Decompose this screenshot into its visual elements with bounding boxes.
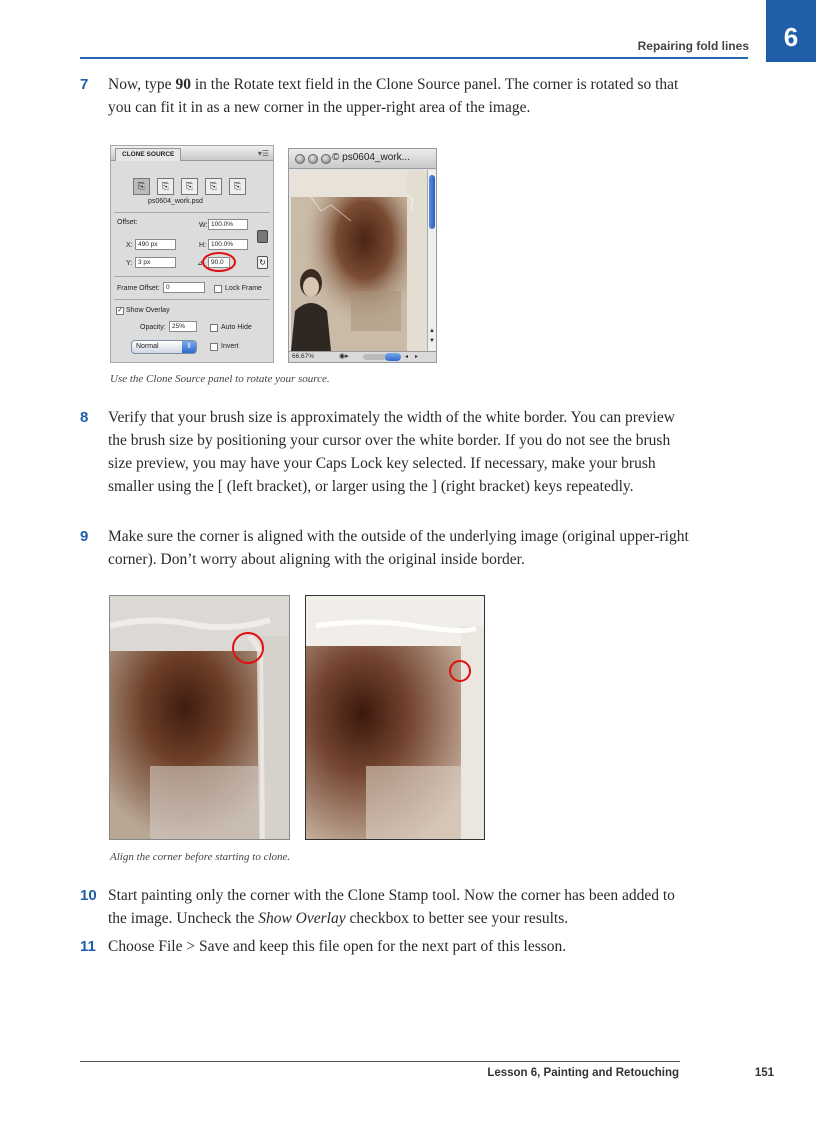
step-text: Verify that your brush size is approximately the width of the white border. You can preview the brush size by positioning your cursor over the white border. If you do not see the brush size preview, you may have your Caps Lock key selected. If necessary, make your brush smaller using the [ (left bracket), or larger using the ] (right bracket) keys repeatedly. <box>108 409 675 495</box>
opacity-label: Opacity: <box>140 324 166 331</box>
document-window <box>288 148 437 363</box>
step-text: in the Rotate text field in the Clone Source panel. The corner is rotated so that you can fit it in as a new corner in the upper-right area of the image. <box>108 76 679 116</box>
zoom-level[interactable]: 66.67% <box>292 353 315 360</box>
x-label: X: <box>126 242 133 249</box>
show-overlay-checkbox[interactable]: ✓ <box>117 307 123 314</box>
frame-offset-label: Frame Offset: <box>117 285 160 292</box>
step-7 <box>80 73 690 119</box>
page-number: 151 <box>754 1067 774 1079</box>
auto-hide-label: Auto Hide <box>221 324 252 331</box>
lock-frame-checkbox[interactable] <box>214 285 222 293</box>
link-icon[interactable] <box>257 230 268 243</box>
clone-source-1-icon[interactable]: ⎘ <box>133 178 150 195</box>
auto-hide-checkbox[interactable] <box>210 324 218 332</box>
clone-source-4-icon[interactable]: ⎘ <box>205 178 222 195</box>
old-photo-image <box>291 171 427 351</box>
step-bold-value: 90 <box>175 76 191 93</box>
chapter-tab: 6 <box>766 0 816 62</box>
figure-caption: Align the corner before starting to clone. <box>110 851 291 863</box>
scroll-right-icon[interactable]: ▸ <box>415 354 419 360</box>
chevron-updown-icon: ⇕ <box>182 341 196 353</box>
source-filename: ps0604_work.psd <box>148 198 203 205</box>
step-text: checkbox to better see your results. <box>345 910 569 927</box>
step-italic-term: Show Overlay <box>258 910 346 927</box>
w-label: W: <box>199 222 208 229</box>
step-10 <box>80 884 690 930</box>
clone-source-5-icon[interactable]: ⎘ <box>229 178 246 195</box>
blend-mode-value: Normal <box>136 343 159 350</box>
status-menu-icon[interactable]: ◉▸ <box>339 353 349 360</box>
invert-label: Invert <box>221 343 239 350</box>
horizontal-scroll-thumb[interactable] <box>385 353 401 361</box>
step-number: 9 <box>80 528 89 545</box>
step-8 <box>80 406 690 498</box>
step-number: 7 <box>80 76 89 93</box>
footer-rule <box>80 1061 680 1062</box>
y-offset-field[interactable]: 3 px <box>135 257 176 268</box>
step-text: Start painting only the corner with the Clone Stamp tool. Now the corner has been added to the image. Uncheck the <box>108 887 675 927</box>
highlight-circle <box>202 252 236 272</box>
running-header-title: Repairing fold lines <box>637 39 749 53</box>
window-titlebar[interactable] <box>289 149 436 169</box>
panel-menu-icon[interactable]: ▾☰ <box>257 149 269 158</box>
invert-checkbox[interactable] <box>210 343 218 351</box>
scroll-down-icon[interactable]: ▼ <box>429 338 435 344</box>
step-9 <box>80 525 690 571</box>
offset-label: Offset: <box>117 219 138 226</box>
status-bar <box>289 351 436 362</box>
reset-transform-icon[interactable]: ↻ <box>257 256 268 269</box>
rotate-icon: ⊿ <box>197 260 203 267</box>
step-11 <box>80 935 690 958</box>
close-window-icon[interactable] <box>295 154 305 164</box>
scroll-up-icon[interactable]: ▲ <box>429 328 435 334</box>
blend-mode-select[interactable] <box>131 340 197 354</box>
corner-photo-after <box>305 595 485 840</box>
step-number: 8 <box>80 409 89 426</box>
panel-tab-clone-source[interactable]: CLONE SOURCE <box>115 148 181 161</box>
minimize-window-icon[interactable] <box>308 154 318 164</box>
corner-photo-before <box>109 595 290 840</box>
show-overlay-label: Show Overlay <box>126 307 170 314</box>
step-text: Make sure the corner is aligned with the outside of the underlying image (original upper-right corner). Don’t worry about aligning with the original inside border. <box>108 528 689 568</box>
x-offset-field[interactable]: 490 px <box>135 239 176 250</box>
step-text: Choose File > Save and keep this file open for the next part of this lesson. <box>108 938 567 955</box>
clone-source-2-icon[interactable]: ⎘ <box>157 178 174 195</box>
step-number: 11 <box>80 938 96 955</box>
opacity-field[interactable]: 25% <box>169 321 197 332</box>
scroll-left-icon[interactable]: ◂ <box>405 354 409 360</box>
vertical-scrollbar[interactable] <box>427 170 436 352</box>
clone-source-3-icon[interactable]: ⎘ <box>181 178 198 195</box>
clone-source-panel <box>110 145 274 363</box>
window-title: © ps0604_work... <box>332 152 410 163</box>
step-number: 10 <box>80 887 97 904</box>
height-scale-field[interactable]: 100.0% <box>208 239 248 250</box>
header-rule <box>80 57 748 59</box>
h-label: H: <box>199 242 206 249</box>
footer-lesson-title: Lesson 6, Painting and Retouching <box>487 1067 679 1079</box>
lock-frame-label: Lock Frame <box>225 285 262 292</box>
width-scale-field[interactable]: 100.0% <box>208 219 248 230</box>
rotate-field[interactable]: 90.0 <box>208 257 230 268</box>
zoom-window-icon[interactable] <box>321 154 331 164</box>
figure-caption: Use the Clone Source panel to rotate your source. <box>110 373 330 385</box>
document-canvas[interactable] <box>291 171 427 351</box>
step-text: Now, type <box>108 76 176 93</box>
scroll-thumb[interactable] <box>429 175 435 229</box>
y-label: Y: <box>126 260 133 267</box>
frame-offset-field[interactable]: 0 <box>163 282 205 293</box>
